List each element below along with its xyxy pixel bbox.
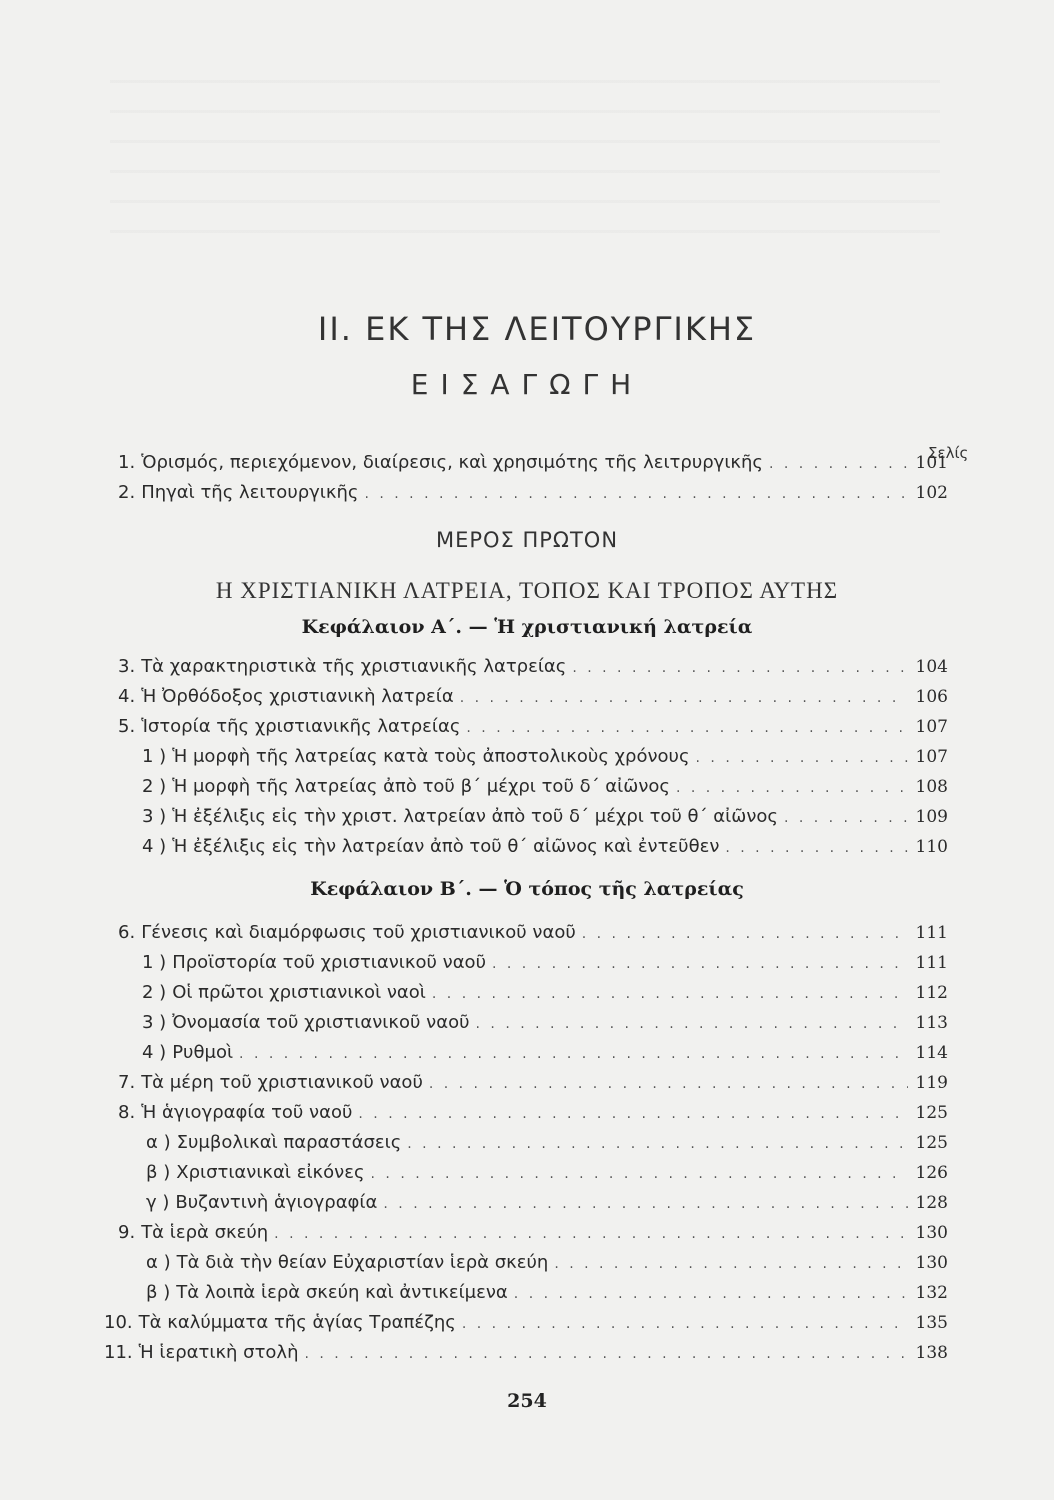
part-one-title: ΜΕΡΟΣ ΠΡΩΤΟΝ	[435, 528, 619, 552]
leader-dots	[426, 986, 908, 1002]
entry-page: 104	[915, 657, 948, 677]
entry-page: 119	[915, 1073, 948, 1093]
entry-title: Πηγαὶ τῆς λειτουργικῆς	[141, 482, 359, 503]
toc-entry	[118, 716, 948, 746]
toc-subentry	[142, 836, 948, 866]
entry-number: 3 )	[142, 1012, 167, 1033]
entry-number: β )	[146, 1282, 171, 1303]
leader-dots	[365, 1166, 908, 1182]
toc-entry	[104, 1342, 948, 1372]
toc-subentry	[142, 806, 948, 836]
leader-dots	[548, 1256, 908, 1272]
entry-title: Γένεσις καὶ διαμόρφωσις τοῦ χριστιανικοῦ ναοῦ	[141, 922, 576, 943]
leader-dots	[566, 660, 908, 676]
entry-number: β )	[146, 1162, 171, 1183]
page-number: 254	[507, 1390, 547, 1412]
toc-entry	[118, 922, 948, 952]
leader-dots	[763, 456, 908, 472]
entry-page: 135	[915, 1313, 948, 1333]
entry-page: 130	[915, 1253, 948, 1273]
entry-title: Τὰ μέρη τοῦ χριστιανικοῦ ναοῦ	[141, 1072, 423, 1093]
entry-title: Τὰ διὰ τὴν θείαν Εὐχαριστίαν ἱερὰ σκεύη	[176, 1252, 549, 1273]
entry-number: 3.	[118, 656, 136, 677]
entry-number: 2 )	[142, 982, 167, 1003]
entry-number: 2.	[118, 482, 136, 503]
leader-dots	[268, 1226, 908, 1242]
toc-subentry	[142, 746, 948, 776]
toc-subentry	[142, 776, 948, 806]
entry-title: Ἡ ἐξέλιξις εἰς τὴν χριστ. λατρείαν ἀπὸ τοῦ δ΄ μέχρι τοῦ θ΄ αἰῶνος	[172, 806, 778, 827]
entry-number: 1.	[118, 452, 136, 473]
entry-title: Ἡ ἁγιογραφία τοῦ ναοῦ	[141, 1102, 353, 1123]
entry-page: 111	[915, 953, 948, 973]
entry-title: Τὰ λοιπὰ ἱερὰ σκεύη καὶ ἀντικείμενα	[176, 1282, 508, 1303]
entry-page: 113	[915, 1013, 948, 1033]
entry-number: 6.	[118, 922, 136, 943]
entry-title: Ἡ μορφὴ τῆς λατρείας ἀπὸ τοῦ β΄ μέχρι τοῦ δ΄ αἰῶνος	[172, 776, 670, 797]
chapter-b-title: Κεφάλαιον Β΄. — Ὁ τόπος τῆς λατρείας	[310, 878, 744, 900]
entry-page: 107	[915, 747, 948, 767]
entry-title: Ἡ ἱερατικὴ στολὴ	[138, 1342, 299, 1363]
toc-entry	[118, 1072, 948, 1102]
entry-number: 8.	[118, 1102, 136, 1123]
entry-page: 107	[915, 717, 948, 737]
chapter-a-title: Κεφάλαιον Α΄. — Ἡ χριστιανική λατρεία	[301, 616, 753, 638]
leader-dots	[470, 1016, 908, 1032]
toc-entry	[118, 686, 948, 716]
leader-dots	[460, 720, 908, 736]
section-main-title: Η ΧΡΙΣΤΙΑΝΙΚΗ ΛΑΤΡΕΙΑ, ΤΟΠΟΣ ΚΑΙ ΤΡΟΠΟΣ ΑΥΤΗΣ	[215, 578, 839, 603]
entry-title: Ρυθμοὶ	[172, 1042, 234, 1063]
leader-dots	[508, 1286, 908, 1302]
entry-title: Συμβολικαὶ παραστάσεις	[176, 1132, 402, 1153]
toc-subentry	[142, 1042, 948, 1072]
toc-subentry	[146, 1282, 948, 1312]
entry-number: 4 )	[142, 1042, 167, 1063]
entry-page: 101	[915, 453, 948, 473]
pages-column-label: Σελίς	[928, 444, 969, 462]
leader-dots	[778, 810, 908, 826]
entry-title: Ἡ μορφὴ τῆς λατρείας κατὰ τοὺς ἀποστολικοὺς χρόνους	[172, 746, 690, 767]
leader-dots	[486, 956, 908, 972]
toc-subentry	[142, 1012, 948, 1042]
entry-title: Ἡ ἐξέλιξις εἰς τὴν λατρείαν ἀπὸ τοῦ θ΄ αἰῶνος καὶ ἐντεῦθεν	[172, 836, 720, 857]
toc-subentry	[146, 1162, 948, 1192]
entry-page: 112	[915, 983, 948, 1003]
entry-title: Προϊστορία τοῦ χριστιανικοῦ ναοῦ	[172, 952, 486, 973]
entry-number: 1 )	[142, 746, 167, 767]
entry-page: 125	[915, 1103, 948, 1123]
entry-page: 125	[915, 1133, 948, 1153]
entry-page: 106	[915, 687, 948, 707]
entry-page: 130	[915, 1223, 948, 1243]
leader-dots	[670, 780, 908, 796]
entry-title: Βυζαντινὴ ἁγιογραφία	[175, 1192, 378, 1213]
toc-entry	[104, 1312, 948, 1342]
leader-dots	[233, 1046, 908, 1062]
entry-title: Τὰ χαρακτηριστικὰ τῆς χριστιανικῆς λατρείας	[141, 656, 567, 677]
entry-title: Τὰ καλύμματα τῆς ἁγίας Τραπέζης	[138, 1312, 456, 1333]
toc-entry	[118, 452, 948, 482]
entry-title: Ὀνομασία τοῦ χριστιανικοῦ ναοῦ	[172, 1012, 470, 1033]
entry-page: 132	[915, 1283, 948, 1303]
entry-number: α )	[146, 1132, 171, 1153]
toc-subentry	[146, 1132, 948, 1162]
entry-page: 108	[915, 777, 948, 797]
entry-page: 114	[915, 1043, 948, 1063]
toc-subentry	[142, 982, 948, 1012]
entry-number: 4.	[118, 686, 136, 707]
leader-dots	[352, 1106, 908, 1122]
entry-title: Οἱ πρῶτοι χριστιανικοὶ ναοὶ	[172, 982, 426, 1003]
entry-number: α )	[146, 1252, 171, 1273]
entry-title: Ὁρισμός, περιεχόμενον, διαίρεσις, καὶ χρησιμότης τῆς λειτρυργικῆς	[141, 452, 763, 473]
part-title: ΙΙ. ΕΚ ΤΗΣ ΛΕΙΤΟΥΡΓΙΚΗΣ	[317, 310, 757, 348]
entry-number: 11.	[104, 1342, 133, 1363]
entry-title: Ἡ Ὀρθόδοξος χριστιανικὴ λατρεία	[141, 686, 454, 707]
leader-dots	[377, 1196, 908, 1212]
toc-entry	[118, 1222, 948, 1252]
entry-page: 128	[915, 1193, 948, 1213]
toc-entry	[118, 482, 948, 512]
leader-dots	[690, 750, 908, 766]
entry-number: 10.	[104, 1312, 133, 1333]
entry-number: 5.	[118, 716, 136, 737]
entry-number: γ )	[146, 1192, 170, 1213]
leader-dots	[358, 486, 908, 502]
entry-page: 126	[915, 1163, 948, 1183]
entry-page: 110	[915, 837, 948, 857]
toc-subentry	[146, 1192, 948, 1222]
entry-page: 138	[915, 1343, 948, 1363]
entry-title: Τὰ ἱερὰ σκεύη	[141, 1222, 269, 1243]
leader-dots	[299, 1346, 909, 1362]
entry-number: 1 )	[142, 952, 167, 973]
entry-number: 9.	[118, 1222, 136, 1243]
entry-page: 102	[915, 483, 948, 503]
leader-dots	[719, 840, 908, 856]
entry-title: Χριστιανικαὶ εἰκόνες	[176, 1162, 365, 1183]
introduction-title: ΕΙΣΑΓΩΓΗ	[410, 368, 644, 401]
entry-page: 111	[915, 923, 948, 943]
leader-dots	[576, 926, 908, 942]
leader-dots	[423, 1076, 908, 1092]
entry-title: Ἱστορία τῆς χριστιανικῆς λατρείας	[141, 716, 461, 737]
toc-subentry	[146, 1252, 948, 1282]
entry-number: 2 )	[142, 776, 167, 797]
entry-number: 7.	[118, 1072, 136, 1093]
leader-dots	[454, 690, 908, 706]
toc-entry	[118, 1102, 948, 1132]
toc-entry	[118, 656, 948, 686]
entry-number: 3 )	[142, 806, 167, 827]
leader-dots	[456, 1316, 908, 1332]
entry-number: 4 )	[142, 836, 167, 857]
entry-page: 109	[915, 807, 948, 827]
leader-dots	[401, 1136, 908, 1152]
bleed-through-shadow	[110, 80, 940, 250]
toc-subentry	[142, 952, 948, 982]
